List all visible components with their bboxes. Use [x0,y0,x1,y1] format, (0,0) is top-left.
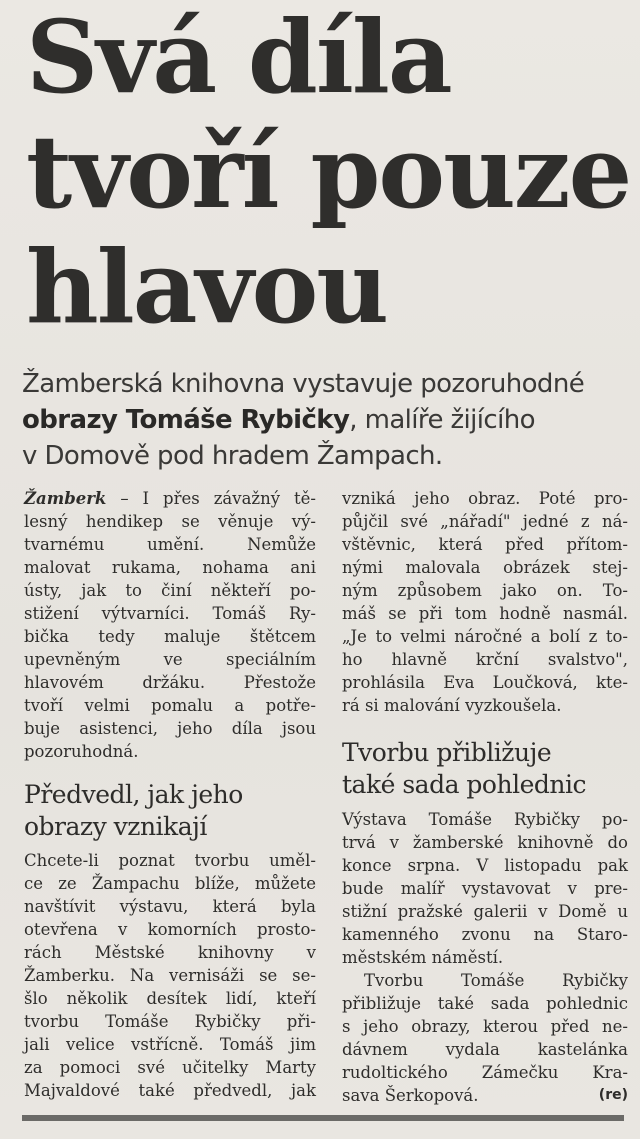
text-fragment: sava Šerkopová. [342,1086,479,1105]
text-line [24,487,316,510]
text-line: Žamberku. Na vernisáži se se- [24,966,316,985]
text-line: Chcete-li poznat tvorbu uměl- [24,851,316,870]
lead-paragraph [22,366,632,474]
article-column-right-bottom [342,808,628,1107]
text-line: vzniká jeho obraz. Poté pro- [342,489,628,508]
text-line: otevřena v komorních prosto- [24,920,316,939]
text-line: vštěvnic, která před přítom- [342,535,628,554]
lead-line: Žamberská knihovna vystavuje pozoruhodné [22,369,585,399]
text-line: stižení výtvarníci. Tomáš Ry- [24,604,316,623]
text-line: konce srpna. V listopadu pak [342,856,628,875]
text-line: nými malovala obrázek stej- [342,558,628,577]
text-line: trvá v žamberské knihovně do [342,833,628,852]
text-line: ústy, jak to činí někteří po- [24,581,316,600]
subheading-line: také sada pohlednic [342,770,586,799]
text-line: tvoří velmi pomalu a potře- [24,696,316,715]
article-column-right-top [342,487,628,717]
text-line: tvarnému umění. Nemůže [24,535,316,554]
author-byline: (re) [598,1087,628,1103]
article-column-left-bottom [24,849,316,1102]
text-line: pozoruhodná. [24,742,139,761]
text-line: navštívit výstavu, která byla [24,897,316,916]
text-line: stižní pražské galerii v Domě u [342,902,628,921]
text-line: prohlásila Eva Loučková, kte- [342,673,628,692]
text-line: s jeho obrazy, kterou před ne- [342,1017,628,1036]
text-line: bička tedy maluje štětcem [24,627,316,646]
dateline: Žamberk [24,489,107,508]
lead-bold-text: obrazy Tomáše Rybičky [22,405,350,435]
text-line: rá si malování vyzkoušela. [342,696,562,715]
text-line: bude malíř vystavovat v pre- [342,879,628,898]
lead-text: , malíře žijícího [349,405,535,435]
text-line: šlo několik desítek lidí, kteří [24,989,316,1008]
text-line: ným způsobem jako on. To- [342,581,628,600]
subheading-left [24,779,316,843]
subheading-line: Tvorbu přibližuje [342,738,552,767]
text-line: ho hlavně krční svalstvo", [342,650,628,669]
text-line: Výstava Tomáše Rybičky po- [342,810,628,829]
headline-line: tvoří pouze [26,113,631,231]
text-line: přibližuje také sada pohlednic [342,994,628,1013]
text-line: půjčil své „nářadí" jedné z ná- [342,512,628,531]
text-line: buje asistenci, jeho díla jsou [24,719,316,738]
text-line: „Je to velmi náročné a bolí z to- [342,627,628,646]
text-line: máš se při tom hodně nasmál. [342,604,628,623]
text-line: hlavovém držáku. Přestože [24,673,316,692]
text-line: rách Městské knihovny v [24,943,316,962]
bottom-rule [22,1115,624,1121]
text-line: Majvaldové také předvedl, jak [24,1081,316,1100]
text-line: za pomoci své učitelky Marty [24,1058,316,1077]
headline [26,0,631,346]
lead-line: v Domově pod hradem Žampach. [22,441,443,471]
text-line: tvorbu Tomáše Rybičky při- [24,1012,316,1031]
headline-line: hlavou [26,228,387,346]
text-line: ce ze Žampachu blíže, můžete [24,874,316,893]
text-line: Tvorbu Tomáše Rybičky [364,971,628,990]
article-column-left-top [24,487,316,763]
lead-line [22,402,632,438]
text-line: malovat rukama, nohama ani [24,558,316,577]
text-line: lesný hendikep se věnuje vý- [24,512,316,531]
subheading-right [342,737,632,801]
text-line: městském náměstí. [342,948,504,967]
text-fragment: – I přes závažný tě- [106,489,316,508]
subheading-line: obrazy vznikají [24,812,207,841]
text-line: kamenného zvonu na Staro- [342,925,628,944]
text-line: rudoltického Zámečku Kra- [342,1063,628,1082]
text-line: dávnem vydala kastelánka [342,1040,628,1059]
text-line [342,1084,628,1107]
subheading-line: Předvedl, jak jeho [24,780,243,809]
text-line: upevněným ve speciálním [24,650,316,669]
headline-line: Svá díla [26,0,451,116]
text-line: jali velice vstřícně. Tomáš jim [24,1035,316,1054]
